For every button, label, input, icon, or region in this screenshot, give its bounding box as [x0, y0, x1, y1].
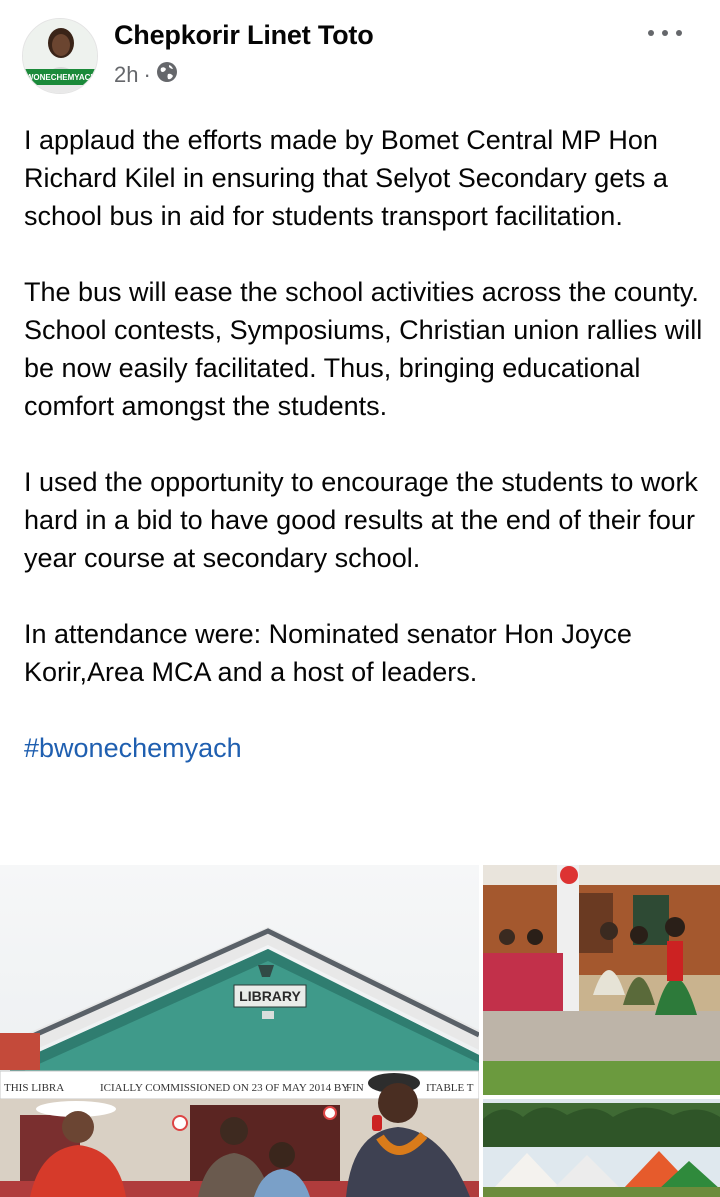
profile-photo [23, 19, 98, 94]
author-name[interactable]: Chepkorir Linet Toto [114, 20, 374, 50]
globe-icon[interactable] [156, 61, 178, 89]
photo-grid [0, 865, 720, 1197]
photo-tents[interactable] [483, 1099, 720, 1197]
paragraph-4: In attendance were: Nominated senator Hon Joyce Korir,Area MCA and a host of leaders. [24, 619, 632, 687]
avatar[interactable] [22, 18, 98, 94]
avatar-badge-text: WONECHEMYACH [25, 73, 97, 82]
post-header [0, 0, 720, 110]
meta-separator: · [143, 62, 151, 87]
post-time[interactable]: 2h [114, 62, 139, 87]
plaque-text-fin: FIN [346, 1082, 364, 1094]
library-sign-text: LIBRARY [239, 988, 301, 1004]
photo-library[interactable] [0, 865, 479, 1197]
paragraph-2: The bus will ease the school activities across the county. School contests, Symposiums, Christian union rallies will be now easily facilitated. Thus, bringing educational comfort amongst the students. [24, 277, 703, 421]
paragraph-1: I applaud the efforts made by Bomet Central MP Hon Richard Kilel in ensuring that Selyot Secondary gets a school bus in aid for students transport facilitation. [24, 125, 668, 231]
plaque-text-right: ITABLE T [426, 1082, 474, 1094]
hashtag-link[interactable]: #bwonechemyach [24, 733, 242, 763]
photo-guests-seated[interactable] [483, 865, 720, 1095]
plaque-text-left: THIS LIBRA [4, 1082, 65, 1094]
plaque-text-mid: ICIALLY COMMISSIONED ON 23 OF MAY 2014 BY [100, 1082, 350, 1094]
paragraph-3: I used the opportunity to encourage the students to work hard in a bid to have good results at the end of their four year course at secondary school. [24, 467, 698, 573]
post-body [24, 121, 704, 805]
more-options-icon[interactable] [648, 20, 688, 44]
post-meta [114, 61, 178, 89]
